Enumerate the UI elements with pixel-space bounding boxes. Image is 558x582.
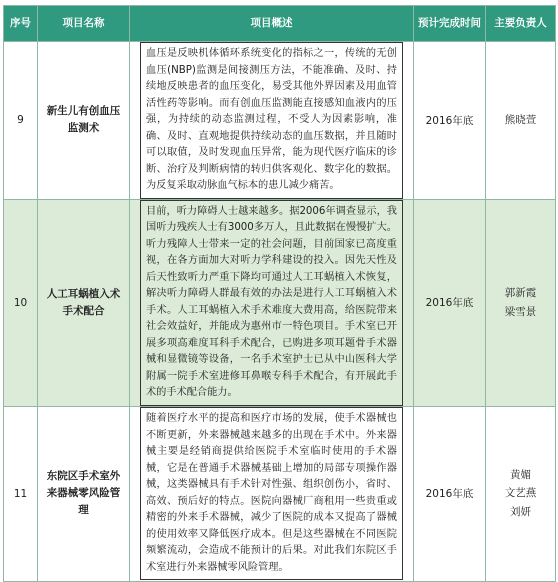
row-index: 10 — [4, 199, 38, 406]
row-index: 11 — [4, 406, 38, 581]
table-row — [4, 42, 556, 200]
row-expected-date: 2016年底 — [414, 406, 486, 581]
row-overview: 目前，听力障碍人士越来越多。据2006年调查显示，我国听力残疾人士有3000多万人，且此数据在慢慢扩大。听力残障人士带来一定的社会问题，目前国家已高度重视，在各方面加大对听力学科建设的投入。因先天性及后天性致听力严重下降均可通过人工耳蜗植入术恢复，解决听力障碍人群最有效的办法是进行人工耳蜗植入术手术。人工耳蜗植入术手术难度大费用高，给医院带来社会效益好，并能成为惠州市一特色项目。手术室已开展多项高难度耳科手术配合，已购进多项耳题骨手术器械和显微镜等设备，一名手术室护士已从中山医科大学附属一院手术室进修耳鼻喉专科手术配合，有开展此手术的手术配合能力。 — [140, 200, 403, 406]
row-expected-date: 2016年底 — [414, 199, 486, 406]
row-project-name: 人工耳蜗植入术手术配合 — [38, 199, 130, 406]
table-row — [4, 406, 556, 581]
row-overview: 血压是反映机体循环系统变化的指标之一，传统的无创血压(NBP)监测是间接测压方法，不能准确、及时、持续地反映患者的血压变化，易受其他外界因素及用血管活性药等影响。而有创血压监测能直接感知血液内的压强，为持续的动态监测过程，不受人为因素影响，准确、及时、直观地提供持续动态的血压数据，并且随时可以取值，及时发现血压异常，能为现代医疗临床的诊断、治疗及判断病情的转归供客观化、数字化的数据。为反复采取动脉血气标本的患儿减少痛苦。 — [140, 42, 403, 199]
header-overview: 项目概述 — [130, 6, 414, 42]
row-project-name: 东院区手术室外来器械零风险管理 — [38, 406, 130, 581]
row-main-person: 熊晓萱 — [486, 42, 556, 200]
header-project-name: 项目名称 — [38, 6, 130, 42]
row-overview-cell — [130, 42, 414, 200]
header-index: 序号 — [4, 6, 38, 42]
row-overview: 随着医疗水平的提高和医疗市场的发展，使手术器械也不断更新，外来器械越来越多的出现在手术中。外来器械主要是经销商提供给医院手术室临时使用的手术器械，它是在普通手术器械基础上增加的局部专项操作器械，这类器械具有手术针对性强、组织创伤小，省时、高效、预后好的特点。医院向器械厂商租用一些贵重或精密的外来手术器械，减少了医院的成本又提高了器械的使用效率又降低医疗成本。但是这些器械在不同医院频繁流动，会造成不能预计的后果。对此我们东院区手术室进行外来器械零风险管理。 — [140, 407, 403, 580]
row-overview-cell — [130, 406, 414, 581]
project-table — [3, 5, 556, 582]
header-expected-date: 预计完成时间 — [414, 6, 486, 42]
header-main-person: 主要负责人 — [486, 6, 556, 42]
row-main-person: 郭新霞 梁雪景 — [486, 199, 556, 406]
row-main-person: 黄媚 文艺燕 刘妍 — [486, 406, 556, 581]
row-expected-date: 2016年底 — [414, 42, 486, 200]
row-index: 9 — [4, 42, 38, 200]
table-header-row — [4, 6, 556, 42]
table-row — [4, 199, 556, 406]
row-project-name: 新生儿有创血压监测术 — [38, 42, 130, 200]
row-overview-cell — [130, 199, 414, 406]
